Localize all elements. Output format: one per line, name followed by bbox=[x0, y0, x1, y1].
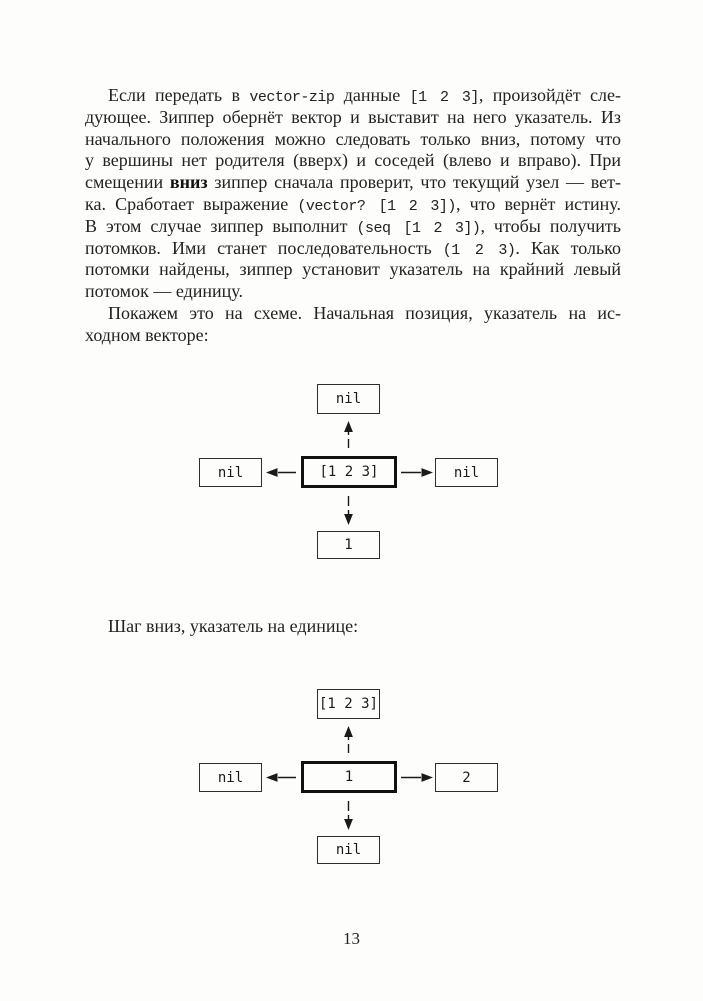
node-right-sibling: nil bbox=[435, 458, 498, 487]
node-left-sibling: nil bbox=[199, 458, 262, 487]
text-line bbox=[85, 259, 621, 281]
text-line bbox=[85, 216, 621, 238]
text-segment: , что вернёт истину. bbox=[455, 193, 621, 214]
text-line bbox=[85, 238, 621, 260]
text-line bbox=[85, 129, 621, 151]
node-left-sibling: nil bbox=[199, 763, 262, 792]
diagram-initial-position bbox=[0, 384, 703, 560]
text-segment: В этом случае зиппер выполнит bbox=[85, 215, 357, 236]
node-parent: nil bbox=[317, 384, 380, 414]
inline-code: (seq [1 2 3]) bbox=[356, 219, 481, 237]
text-segment: потомки найдены, зиппер установит указатель на крайний левый bbox=[85, 259, 621, 280]
text-line bbox=[85, 172, 621, 194]
text-line bbox=[85, 281, 621, 303]
text-segment: . Как только bbox=[515, 237, 621, 258]
text-segment: начального положения можно следовать только вниз, потому что bbox=[85, 128, 621, 149]
inline-code: [1 2 3] bbox=[409, 89, 479, 106]
text-segment: потомок — единицу. bbox=[85, 281, 243, 302]
text-segment: , чтобы получить bbox=[480, 215, 621, 236]
text-line bbox=[85, 150, 621, 172]
text-segment: Если передать в bbox=[108, 85, 250, 105]
node-current: [1 2 3] bbox=[301, 456, 397, 488]
text-segment: ходном векторе: bbox=[85, 324, 209, 345]
inline-code: (1 2 3) bbox=[442, 241, 516, 259]
inline-code: (vector? [1 2 3]) bbox=[297, 197, 456, 215]
text-segment: у вершины нет родителя (вверх) и соседей (влево и вправо). При bbox=[85, 150, 621, 171]
page-number: 13 bbox=[343, 929, 360, 948]
text-segment: данные bbox=[334, 85, 410, 105]
text-segment: потомков. Ими станет последовательность bbox=[85, 237, 443, 258]
diagram-step-down bbox=[0, 689, 703, 865]
node-child: nil bbox=[317, 836, 380, 864]
node-right-sibling: 2 bbox=[435, 763, 498, 792]
step-text-block bbox=[85, 616, 621, 638]
intro-text-block bbox=[85, 85, 621, 347]
text-line bbox=[85, 107, 621, 129]
text-line bbox=[85, 325, 621, 347]
text-line bbox=[85, 616, 621, 638]
text-segment: Покажем это на схеме. Начальная позиция, указатель на ис- bbox=[108, 302, 621, 323]
text-line bbox=[85, 303, 621, 325]
node-child: 1 bbox=[317, 531, 380, 559]
text-segment: зиппер сначала проверит, что текущий узел — вет- bbox=[207, 172, 621, 193]
text-segment: , произойдёт сле- bbox=[478, 85, 621, 105]
node-parent: [1 2 3] bbox=[317, 689, 380, 719]
text-segment: дующее. Зиппер обернёт вектор и выставит на него указатель. Из bbox=[85, 106, 621, 127]
text-line bbox=[85, 85, 621, 107]
text-segment: ка. Сработает выражение bbox=[85, 193, 298, 214]
text-segment: смещении bbox=[85, 172, 170, 193]
bold-text: вниз bbox=[169, 172, 208, 193]
text-line bbox=[85, 194, 621, 216]
node-current: 1 bbox=[301, 761, 397, 793]
inline-code: vector-zip bbox=[249, 89, 335, 106]
text-segment: Шаг вниз, указатель на единице: bbox=[108, 616, 359, 636]
